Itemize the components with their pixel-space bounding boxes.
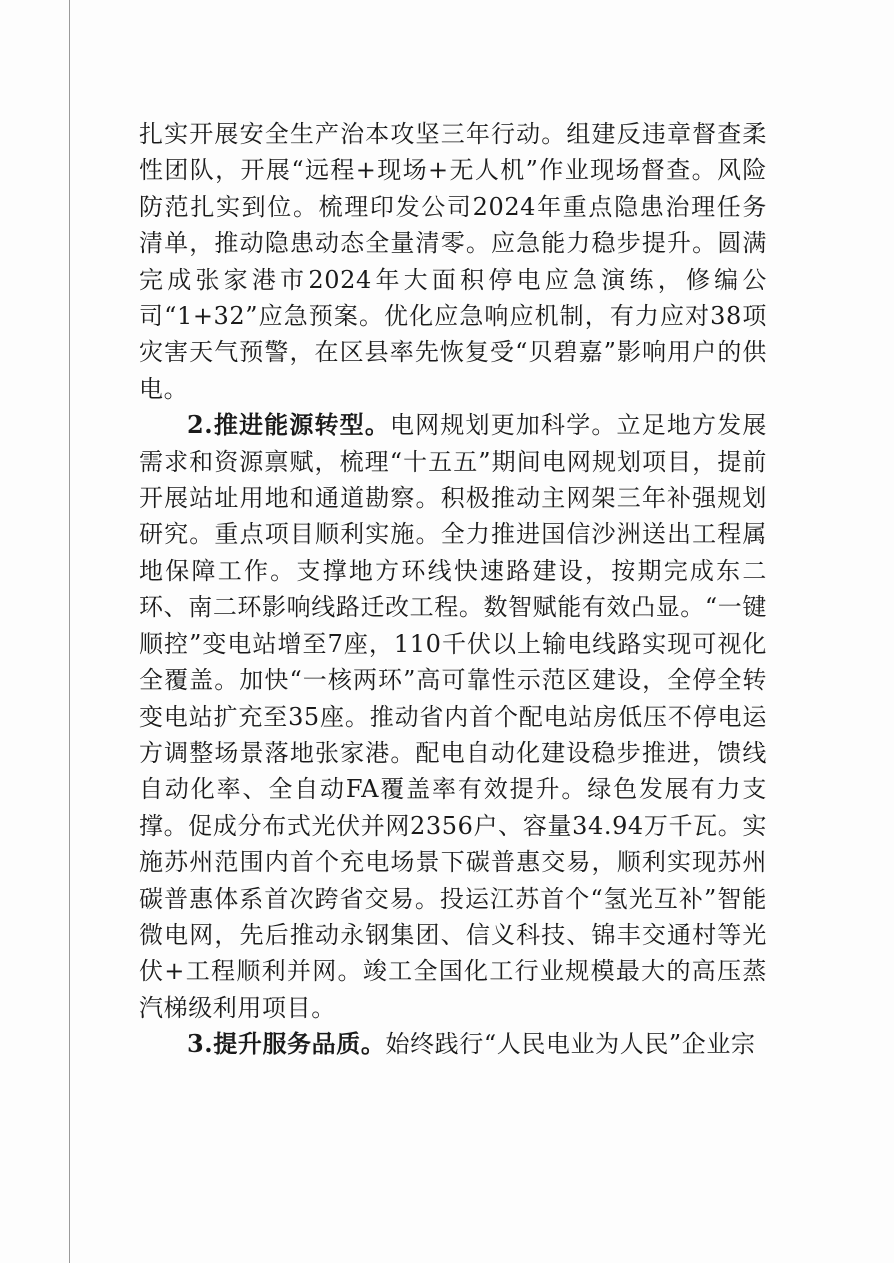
document-body bbox=[139, 116, 767, 1063]
paragraph-energy-transition-text: 电网规划更加科学。立足地方发展需求和资源禀赋，梳理“十五五”期间电网规划项目，提前开展站址用地和通道勘察。积极推动主网架三年补强规划研究。重点项目顺利实施。全力推进国信沙洲送出工程属地保障工作。支撑地方环线快速路建设，按期完成东二环、南二环影响线路迁改工程。数智赋能有效凸显。“一键顺控”变电站增至7座，110千伏以上输电线路实现可视化全覆盖。加快“一核两环”高可靠性示范区建设，全停全转变电站扩充至35座。推动省内首个配电站房低压不停电运方调整场景落地张家港。配电自动化建设稳步推进，馈线自动化率、全自动FA覆盖率有效提升。绿色发展有力支撑。促成分布式光伏并网2356户、容量34.94万千瓦。实施苏州范围内首个充电场景下碳普惠交易，顺利实现苏州碳普惠体系首次跨省交易。投运江苏首个“氢光互补”智能微电网，先后推动永钢集团、信义科技、锦丰交通村等光伏+工程顺利并网。竣工全国化工行业规模最大的高压蒸汽梯级利用项目。 bbox=[139, 411, 767, 1022]
paragraph-energy-transition bbox=[139, 407, 767, 1026]
paragraph-safety bbox=[139, 116, 767, 407]
paragraph-safety-text: 扎实开展安全生产治本攻坚三年行动。组建反违章督查柔性团队，开展“远程+现场+无人机”作业现场督查。风险防范扎实到位。梳理印发公司2024年重点隐患治理任务清单，推动隐患动态全量清零。应急能力稳步提升。圆满完成张家港市2024年大面积停电应急演练，修编公司“1+32”应急预案。优化应急响应机制，有力应对38项灾害天气预警，在区县率先恢复受“贝碧嘉”影响用户的供电。 bbox=[139, 120, 767, 403]
paragraph-service-quality-text: 始终践行“人民电业为人民”企业宗 bbox=[385, 1030, 756, 1059]
paragraph-service-quality-heading: 3.提升服务品质。 bbox=[187, 1029, 386, 1059]
paragraph-service-quality bbox=[139, 1026, 767, 1062]
paragraph-energy-transition-heading: 2.推进能源转型。 bbox=[187, 410, 391, 440]
scan-edge-line bbox=[69, 0, 70, 1263]
